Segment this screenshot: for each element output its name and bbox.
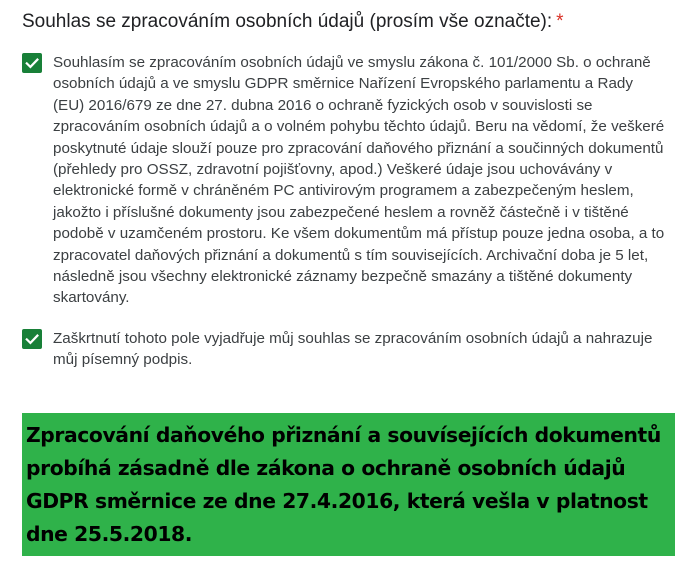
checkmark-icon bbox=[24, 331, 40, 347]
required-asterisk: * bbox=[556, 11, 564, 32]
question-title bbox=[22, 8, 564, 36]
consent-option-signature-label: Zaškrtnutí tohoto pole vyjadřuje můj souhlas se zpracováním osobních údajů a nahrazuje můj písemný podpis. bbox=[53, 330, 653, 369]
gdpr-info-banner bbox=[22, 413, 675, 556]
consent-option-gdpr-label: Souhlasím se zpracováním osobních údajů ve smyslu zákona č. 101/2000 Sb. o ochraně osobních údajů a ve smyslu GDPR směrnice Nařízení Evropského parlamentu a Rady (EU) 2016/679 ze dne 27. dubna 2016 o ochraně fyzických osob v souvislosti se zpracováním osobních údajů a o volném pohybu těchto údajů. Beru na vědomí, že veškeré poskytnuté údaje slouží pouze pro zpracování daňového přiznání a součinných dokumentů (přehledy pro OSSZ, zdravotní pojišťovny, apod.) Veškeré údaje jsou uchovávány v elektronické formě v chráněném PC antivirovým programem a zabezpečeným heslem, jakožto i příslušné dokumenty jsou zabezpečené heslem a rovněž částečně i v tištěné podobě v uzamčeném prostoru. Ke všem dokumentům má přístup pouze jedna osoba, a to zpracovatel daňových přiznání a dokumentů s tím souvisejících. Archivační doba je 5 let, následně jsou všechny elektronické záznamy bezpečně smazány a tištěné dokumenty skartovány. bbox=[53, 54, 665, 307]
consent-checkbox-signature[interactable] bbox=[22, 329, 42, 349]
question-title-text: Souhlas se zpracováním osobních údajů (prosím vše označte): bbox=[22, 11, 553, 32]
checkmark-icon bbox=[24, 55, 40, 71]
gdpr-info-banner-text: Zpracování daňového přiznání a souvísejících dokumentů probíhá zásadně dle zákona o ochraně osobních údajů GDPR směrnice ze dne 27.4.2016, která vešla v platnost dne 25.5.2018. bbox=[26, 423, 661, 546]
consent-checkbox-gdpr[interactable] bbox=[22, 53, 42, 73]
